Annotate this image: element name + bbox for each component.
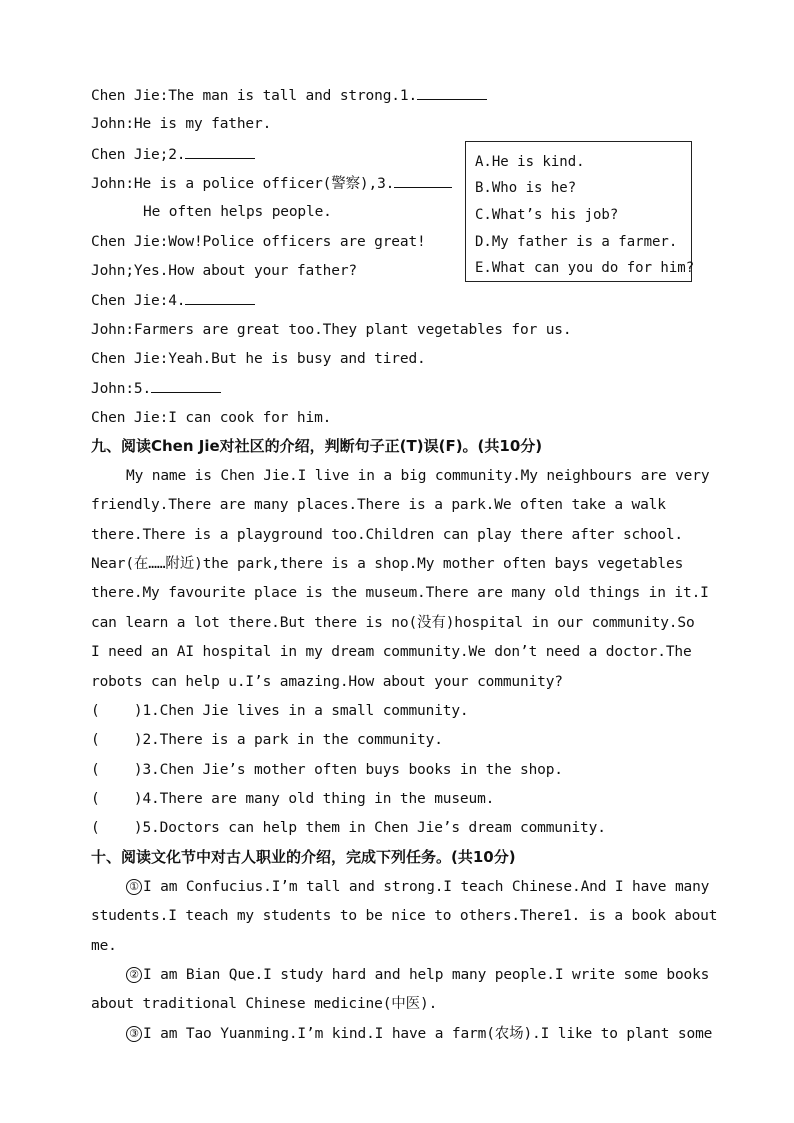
passage-line: Near(在……附近)the park,there is a shop.My mother often bays vegetables bbox=[91, 556, 684, 572]
section-10-heading: 十、阅读文化节中对古人职业的介绍，完成下列任务。(共10分) bbox=[91, 848, 516, 866]
dialogue-text: Chen Jie:4. bbox=[91, 293, 186, 309]
dialogue-line-4 bbox=[91, 173, 452, 194]
answer-blank-4[interactable] bbox=[185, 290, 255, 305]
passage-text: I am Bian Que.I study hard and help many people.I write some books bbox=[143, 967, 710, 983]
dialogue-text: Chen Jie;2. bbox=[91, 147, 186, 163]
true-false-question-3[interactable]: ( )3.Chen Jie’s mother often buys books in the shop. bbox=[91, 762, 563, 778]
option-b: B.Who is he? bbox=[475, 180, 577, 196]
circled-number-1: ① bbox=[126, 879, 142, 895]
passage-line bbox=[126, 1024, 712, 1044]
section-9-heading: 九、阅读Chen Jie对社区的介绍，判断句子正(T)误(F)。(共10分) bbox=[91, 437, 543, 455]
dialogue-line-5: He often helps people. bbox=[143, 204, 332, 220]
passage-line: me. bbox=[91, 938, 117, 954]
true-false-question-5[interactable]: ( )5.Doctors can help them in Chen Jie’s dream community. bbox=[91, 820, 606, 836]
dialogue-line-1 bbox=[91, 85, 487, 106]
circled-number-2: ② bbox=[126, 967, 142, 983]
passage-line bbox=[126, 965, 709, 985]
passage-line: about traditional Chinese medicine(中医). bbox=[91, 996, 438, 1012]
passage-line: can learn a lot there.But there is no(没有)hospital in our community.So bbox=[91, 615, 695, 631]
passage-line: there.There is a playground too.Children can play there after school. bbox=[91, 527, 684, 543]
option-e: E.What can you do for him? bbox=[475, 260, 695, 276]
answer-blank-3[interactable] bbox=[394, 173, 452, 188]
passage-text: I am Tao Yuanming.I’m kind.I have a farm(农场).I like to plant some bbox=[143, 1026, 713, 1042]
option-d: D.My father is a farmer. bbox=[475, 234, 678, 250]
answer-blank-2[interactable] bbox=[185, 144, 255, 159]
option-a: A.He is kind. bbox=[475, 154, 585, 170]
dialogue-line-7: John;Yes.How about your father? bbox=[91, 263, 357, 279]
dialogue-line-6: Chen Jie:Wow!Police officers are great! bbox=[91, 234, 426, 250]
passage-line bbox=[126, 877, 709, 897]
dialogue-line-8 bbox=[91, 290, 255, 311]
answer-blank-1[interactable] bbox=[417, 85, 487, 100]
passage-line: robots can help u.I’s amazing.How about your community? bbox=[91, 674, 563, 690]
passage-text: I am Confucius.I’m tall and strong.I teach Chinese.And I have many bbox=[143, 879, 710, 895]
dialogue-line-10: Chen Jie:Yeah.But he is busy and tired. bbox=[91, 351, 426, 367]
passage-line: friendly.There are many places.There is a park.We often take a walk bbox=[91, 497, 666, 513]
circled-number-3: ③ bbox=[126, 1026, 142, 1042]
passage-line: I need an AI hospital in my dream community.We don’t need a doctor.The bbox=[91, 644, 692, 660]
passage-line: students.I teach my students to be nice to others.There1. is a book about bbox=[91, 908, 718, 924]
dialogue-line-2: John:He is my father. bbox=[91, 116, 272, 132]
answer-blank-5[interactable] bbox=[151, 378, 221, 393]
dialogue-line-9: John:Farmers are great too.They plant vegetables for us. bbox=[91, 322, 572, 338]
passage-line: My name is Chen Jie.I live in a big community.My neighbours are very bbox=[126, 468, 710, 484]
dialogue-text: John:5. bbox=[91, 381, 152, 397]
passage-line: there.My favourite place is the museum.There are many old things in it.I bbox=[91, 585, 709, 601]
option-c: C.What’s his job? bbox=[475, 207, 619, 223]
true-false-question-2[interactable]: ( )2.There is a park in the community. bbox=[91, 732, 443, 748]
true-false-question-1[interactable]: ( )1.Chen Jie lives in a small community. bbox=[91, 703, 469, 719]
options-box bbox=[465, 141, 695, 282]
dialogue-line-3 bbox=[91, 144, 255, 165]
dialogue-text: Chen Jie:The man is tall and strong.1. bbox=[91, 88, 418, 104]
true-false-question-4[interactable]: ( )4.There are many old thing in the museum. bbox=[91, 791, 495, 807]
dialogue-line-12: Chen Jie:I can cook for him. bbox=[91, 410, 332, 426]
dialogue-line-11 bbox=[91, 378, 221, 399]
dialogue-text: John:He is a police officer(警察),3. bbox=[91, 176, 395, 192]
